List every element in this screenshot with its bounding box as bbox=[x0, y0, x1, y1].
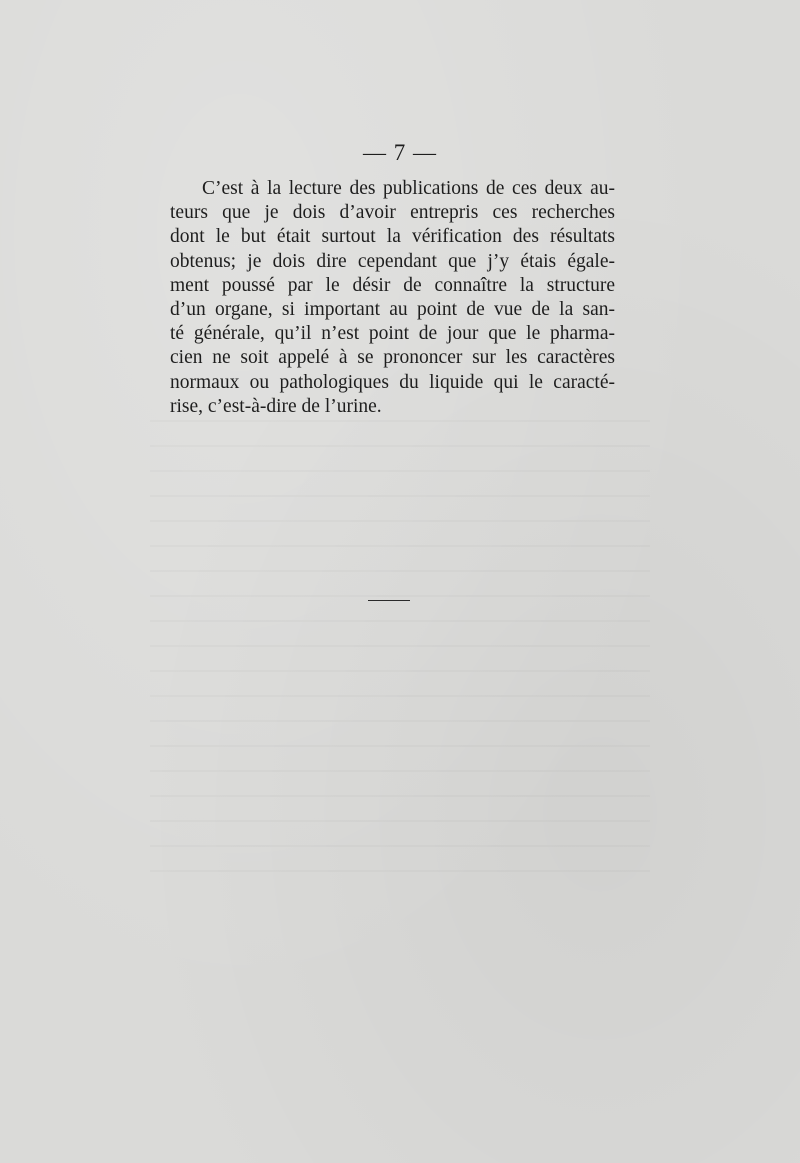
text-line: C’est à la lecture des publications de ces deux au- bbox=[202, 178, 615, 199]
text-line: d’un organe, si important au point de vue de la san- bbox=[170, 299, 615, 321]
text-line: rise, c’est-à-dire de l’urine. bbox=[170, 395, 382, 417]
text-line: dont le but était surtout la vérification des résultats bbox=[170, 226, 615, 248]
text-line: cien ne soit appelé à se prononcer sur les caractères bbox=[170, 347, 615, 369]
text-line: teurs que je dois d’avoir entrepris ces recherches bbox=[170, 202, 615, 224]
text-line: ment poussé par le désir de connaître la structure bbox=[170, 274, 615, 296]
body-paragraph bbox=[170, 177, 615, 419]
text-line: té générale, qu’il n’est point de jour que le pharma- bbox=[170, 323, 615, 345]
text-line: obtenus; je dois dire cependant que j’y étais égale- bbox=[170, 250, 615, 272]
text-line: normaux ou pathologiques du liquide qui le caracté- bbox=[170, 371, 615, 393]
section-divider-rule bbox=[368, 600, 410, 601]
show-through-texture bbox=[150, 420, 650, 880]
page-number: — 7 — bbox=[363, 140, 437, 165]
